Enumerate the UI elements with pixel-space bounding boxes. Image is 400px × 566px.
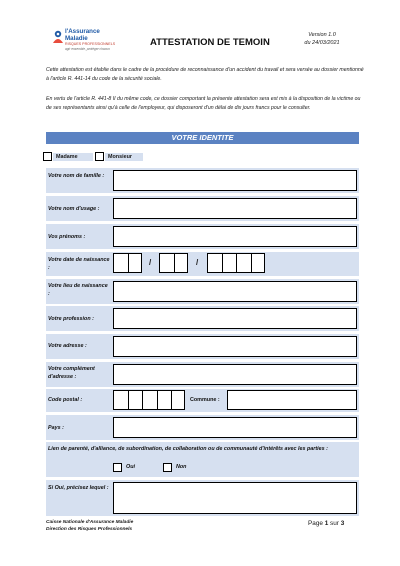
nom-usage-field[interactable] [113,198,357,219]
monsieur-label: Monsieur [105,153,143,161]
complement-adresse-field[interactable] [113,364,357,385]
birth-year-field[interactable] [207,253,265,273]
page-current: 1 [324,520,329,527]
footer-org-line-1: Caisse Nationale d'Assurance Maladie [46,520,134,525]
pays-field[interactable] [113,417,357,438]
intro-paragraph-2: En vertu de l'article R. 441-8 II du même code, ce dossier comportant la présente attestation sera est mis à la disposition de la victime ou de ses représentants ainsi qu'à celle de l'employeur, qui disposeront d'un délai de dix jours francs pour le consulter. [46,96,361,111]
page-number [308,520,344,527]
page-total: 3 [340,520,345,527]
birth-day-field[interactable] [113,253,142,273]
label-precisez: Si Oui, précisez lequel : [48,485,109,491]
version-info [290,31,354,47]
code-postal-field[interactable] [113,390,185,410]
label-lieu-naissance: Votre lieu de naissance : [48,283,108,297]
label-pays: Pays : [48,425,64,431]
madame-label: Madame [53,153,93,161]
adresse-field[interactable] [113,336,357,357]
version-date: du 24/03/2021 [304,40,340,46]
page-mid: sur [328,520,341,527]
footer-organisation [46,519,133,533]
footer-org-line-2: Direction des Risques Professionnels [46,527,133,532]
birth-month-field[interactable] [159,253,188,273]
logo-line-3: RISQUES PROFESSIONNELS [65,42,116,46]
date-separator-2: / [196,258,199,267]
label-prenoms: Vos prénoms : [48,234,86,240]
label-non: Non [176,464,187,470]
lieu-naissance-field[interactable] [113,281,357,302]
profession-field[interactable] [113,308,357,329]
logo-mark-icon [52,30,64,44]
oui-checkbox[interactable] [113,463,122,472]
logo-line-1: l'Assurance [65,28,100,35]
label-date-naissance: Votre date de naissance : [48,257,110,271]
label-profession: Votre profession : [48,316,94,322]
intro-paragraph-1: Cette attestation est établie dans le cadre de la procédure de reconnaissance d'un accident du travail et sera versée au dossier mentionné à l'article R. 441-14 du code de la sécurité sociale. [46,67,364,82]
label-adresse: Votre adresse : [48,343,87,349]
label-nom-usage: Votre nom d'usage : [48,206,100,212]
commune-field[interactable] [227,390,357,410]
assurance-maladie-logo [52,28,114,54]
label-lien-parente: Lien de parenté, d'alliance, de subordination, de collaboration ou de communauté d'intérêts avec les parties : [48,446,328,452]
label-commune: Commune : [190,397,220,403]
label-code-postal: Code postal : [48,397,83,403]
monsieur-checkbox[interactable] [95,152,104,161]
version-number: Version 1.0 [308,32,336,38]
date-separator-1: / [149,258,152,267]
nom-famille-field[interactable] [113,170,357,191]
madame-checkbox[interactable] [43,152,52,161]
non-checkbox[interactable] [163,463,172,472]
section-banner-identite: VOTRE IDENTITE [46,132,359,144]
page-prefix: Page [308,520,325,527]
logo-tagline: agir ensemble, protéger chacun [65,47,110,51]
label-complement-adresse: Votre complément d'adresse : [48,366,95,380]
logo-line-2: Maladie [65,35,88,42]
prenoms-field[interactable] [113,226,357,247]
document-title: ATTESTATION DE TEMOIN [150,37,270,48]
label-nom-famille: Votre nom de famille : [48,173,105,179]
label-oui: Oui [126,464,135,470]
precisez-field[interactable] [113,482,357,514]
